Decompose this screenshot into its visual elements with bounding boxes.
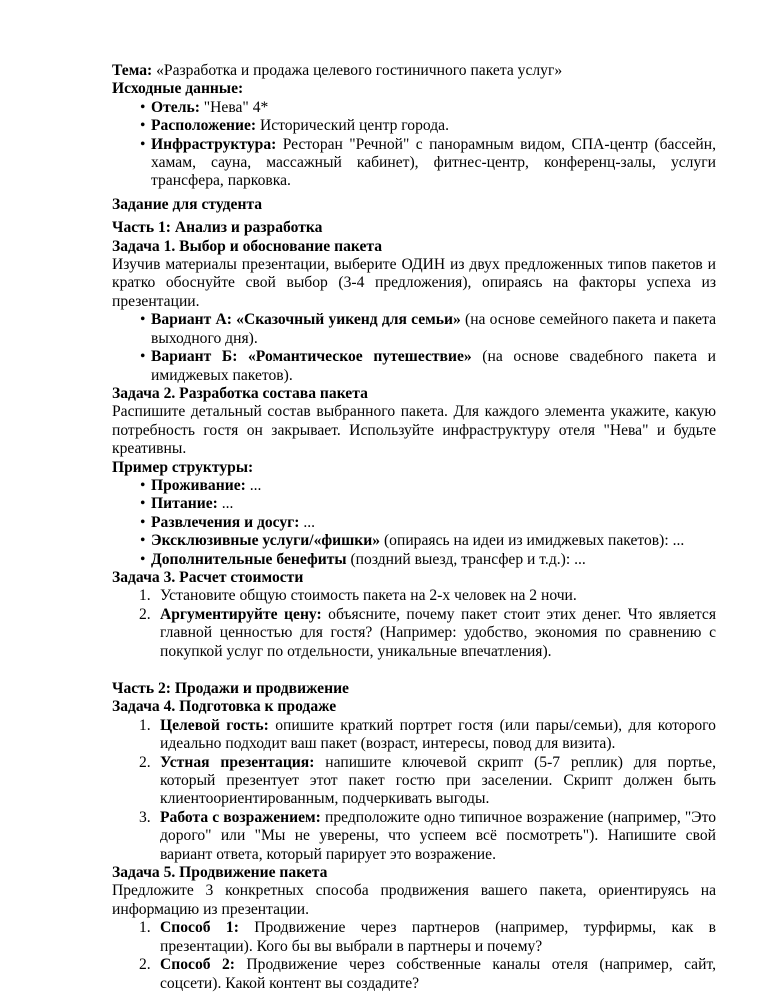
task3-item-1-text: Установите общую стоимость пакета на 2-х человек на 2 ночи. bbox=[160, 587, 577, 605]
option-b-label: Вариант Б: «Романтическое путешествие» bbox=[151, 348, 472, 366]
bullet-infrastructure bbox=[112, 136, 716, 191]
task4-item-1-label: Целевой гость: bbox=[160, 716, 269, 734]
task5-item-1-text: Продвижение через партнеров (например, турфирмы, как в презентации). Кого бы вы выбрали в партнеры и почему? bbox=[160, 919, 716, 955]
bullet-hotel bbox=[112, 99, 716, 117]
task4-item-3 bbox=[112, 809, 716, 864]
bullet-option-b bbox=[112, 348, 716, 385]
list-number: 2. bbox=[139, 956, 151, 974]
exclusive-services-label: Эксклюзивные услуги/«фишки» bbox=[151, 532, 381, 550]
task4-item-1 bbox=[112, 717, 716, 754]
bullet-icon: • bbox=[140, 550, 146, 568]
hotel-label: Отель: bbox=[151, 98, 200, 116]
hotel-text: "Нева" 4* bbox=[199, 98, 269, 116]
extra-benefits-label: Дополнительные бенефиты bbox=[151, 550, 347, 568]
task5-item-1 bbox=[112, 919, 716, 956]
infrastructure-text: Ресторан "Речной" с панорамным видом, СПА-центр (бассейн, хамам, сауна, массажный кабинет), фитнес-центр, конференц-залы, услуги трансфера, парковка. bbox=[151, 135, 716, 190]
task4-item-2 bbox=[112, 754, 716, 809]
task5-item-2-label: Способ 2: bbox=[160, 956, 235, 974]
task5-intro: Предложите 3 конкретных способа продвижения вашего пакета, ориентируясь на информацию из презентации. bbox=[112, 882, 716, 918]
bullet-icon: • bbox=[140, 532, 146, 550]
infrastructure-label: Инфраструктура: bbox=[151, 135, 277, 153]
task5-item-2 bbox=[112, 956, 716, 993]
bullet-icon: • bbox=[140, 513, 146, 531]
task1-heading: Задача 1. Выбор и обоснование пакета bbox=[112, 237, 383, 255]
meals-text: ... bbox=[217, 495, 234, 513]
option-a-label: Вариант А: «Сказочный уикенд для семьи» bbox=[151, 311, 461, 329]
bullet-icon: • bbox=[140, 135, 146, 153]
task3-item-2 bbox=[112, 606, 716, 661]
task4-item-3-label: Работа с возражением: bbox=[160, 808, 321, 826]
accommodation-label: Проживание: bbox=[151, 476, 246, 494]
theme-label: Тема: bbox=[112, 62, 153, 79]
task5-item-2-text: Продвижение через собственные каналы отеля (например, сайт, соцсети). Какой контент вы создадите? bbox=[160, 956, 716, 992]
list-number: 2. bbox=[139, 753, 151, 771]
structure-example-heading: Пример структуры: bbox=[112, 458, 254, 476]
bullet-icon: • bbox=[140, 348, 146, 366]
leisure-text: ... bbox=[299, 513, 316, 531]
bullet-leisure bbox=[112, 514, 716, 532]
exclusive-services-text: (опираясь на идеи из имиджевых пакетов): ... bbox=[380, 532, 685, 550]
task4-item-3-text: предположите одно типичное возражение (например, "Это дорого" или "Мы не уверены, что успеем всё посмотреть"). Напишите свой вариант ответа, который парирует это возражение. bbox=[160, 808, 716, 863]
list-number: 2. bbox=[139, 605, 151, 623]
task3-item-1 bbox=[112, 587, 716, 605]
meals-label: Питание: bbox=[151, 495, 218, 513]
extra-benefits-text: (поздний выезд, трансфер и т.д.): ... bbox=[346, 550, 586, 568]
task3-item-2-text: объясните, почему пакет стоит этих денег. Что является главной ценностью для гостя? (Например: удобство, экономия по сравнению с покупкой услуг по отдельности, уникальные впечатления). bbox=[160, 605, 716, 660]
part1-heading: Часть 1: Анализ и разработка bbox=[112, 219, 323, 237]
bullet-meals bbox=[112, 495, 716, 513]
option-a-text: (на основе семейного пакета и пакета выходного дня). bbox=[151, 311, 716, 347]
option-b-text: (на основе свадебного пакета и имиджевых пакетов). bbox=[151, 348, 716, 384]
task4-heading: Задача 4. Подготовка к продаже bbox=[112, 698, 337, 716]
bullet-location bbox=[112, 117, 716, 135]
bullet-icon: • bbox=[140, 311, 146, 329]
bullet-extra-benefits bbox=[112, 551, 716, 569]
theme-line bbox=[112, 62, 716, 80]
bullet-option-a bbox=[112, 311, 716, 348]
task2-heading: Задача 2. Разработка состава пакета bbox=[112, 384, 368, 402]
list-number: 1. bbox=[139, 587, 151, 605]
task4-item-2-text: напишите ключевой скрипт (5-7 реплик) для портье, который презентует этот пакет гостю при заселении. Скрипт должен быть клиентоориентированным, подчеркивать выгоды. bbox=[160, 753, 716, 808]
task1-intro: Изучив материалы презентации, выберите ОДИН из двух предложенных типов пакетов и кратко обоснуйте свой выбор (3-4 предложения), опираясь на факторы успеха из презентации. bbox=[112, 256, 716, 310]
accommodation-text: ... bbox=[245, 476, 262, 494]
task3-item-2-label: Аргументируйте цену: bbox=[160, 605, 322, 623]
bullet-icon: • bbox=[140, 476, 146, 494]
part2-heading: Часть 2: Продажи и продвижение bbox=[112, 680, 349, 697]
assignment-heading: Задание для студента bbox=[112, 195, 263, 213]
task2-intro: Распишите детальный состав выбранного пакета. Для каждого элемента укажите, какую потребность гостя он закрывает. Используйте инфраструктуру отеля "Нева" и будьте креативны. bbox=[112, 403, 716, 458]
list-number: 1. bbox=[139, 919, 151, 937]
leisure-label: Развлечения и досуг: bbox=[151, 513, 300, 531]
theme-text: «Разработка и продажа целевого гостиничного пакета услуг» bbox=[152, 62, 563, 79]
location-text: Исторический центр города. bbox=[256, 117, 449, 135]
task3-heading: Задача 3. Расчет стоимости bbox=[112, 568, 304, 586]
bullet-exclusive-services bbox=[112, 532, 716, 550]
list-number: 3. bbox=[139, 808, 151, 826]
bullet-icon: • bbox=[140, 117, 146, 135]
bullet-accommodation bbox=[112, 477, 716, 495]
task4-item-2-label: Устная презентация: bbox=[160, 753, 315, 771]
bullet-icon: • bbox=[140, 98, 146, 116]
bullet-icon: • bbox=[140, 495, 146, 513]
source-data-heading: Исходные данные: bbox=[112, 80, 244, 98]
task5-item-1-label: Способ 1: bbox=[160, 919, 239, 937]
task5-heading: Задача 5. Продвижение пакета bbox=[112, 864, 328, 882]
list-number: 1. bbox=[139, 716, 151, 734]
task4-item-1-text: опишите краткий портрет гостя (или пары/семьи), для которого идеально подходит ваш пакет (возраст, интересы, повод для визита). bbox=[160, 716, 716, 753]
location-label: Расположение: bbox=[151, 117, 257, 135]
